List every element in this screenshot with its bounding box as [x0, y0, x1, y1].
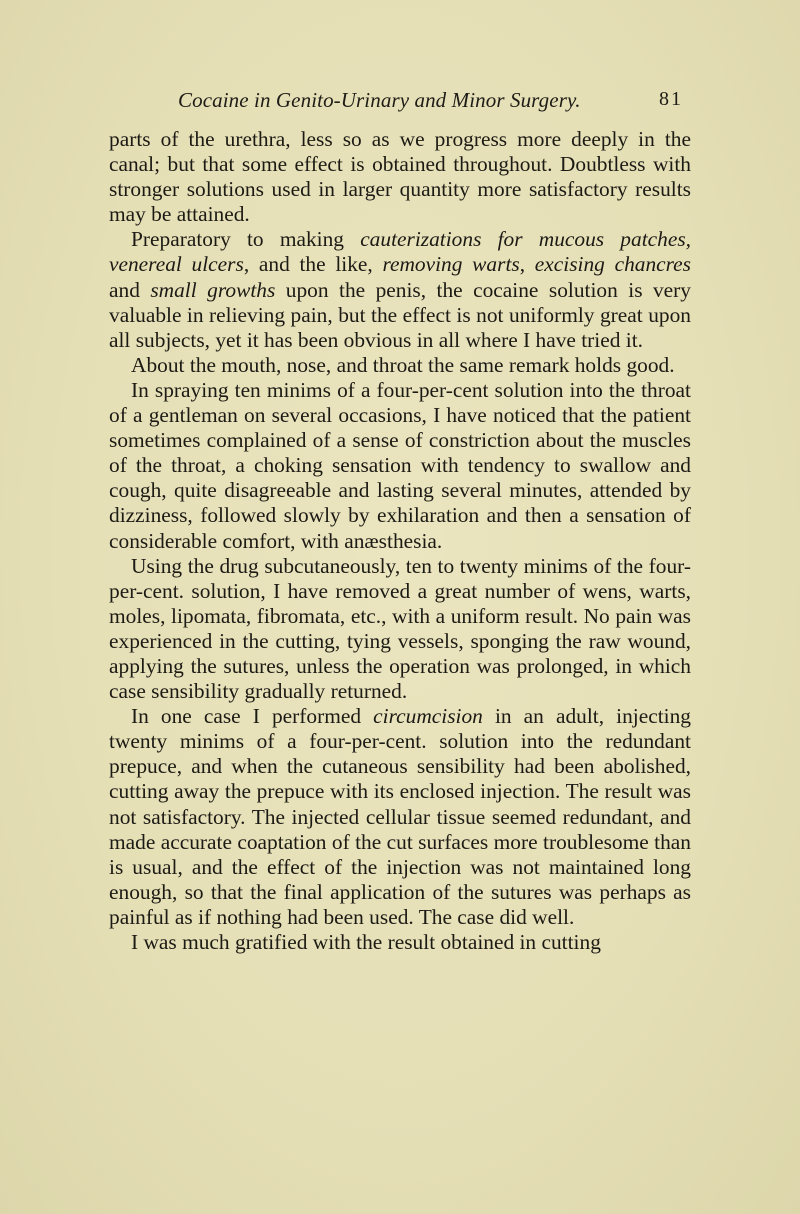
text-segment: , and the like,	[243, 252, 383, 277]
paragraph-subcutaneous	[109, 554, 691, 705]
text-segment: ,	[519, 252, 535, 277]
text-segment: parts of the urethra, less so as we progress more deeply in the canal; but that some effect is obtained throughout. Doubtless with stronger solutions used in larger quantity more satisfactory results may be attained.	[109, 127, 691, 227]
italic-term: small growths	[150, 277, 276, 302]
italic-term: circumcision	[373, 704, 483, 729]
running-title: Cocaine in Genito-Urinary and Minor Surgery.	[178, 88, 581, 112]
paragraph-mouth-nose-throat	[109, 353, 691, 378]
text-segment: In spraying ten minims of a four-per-cent solution into the throat of a gentleman on several occasions, I have noticed that the patient sometimes complained of a sense of constriction about the muscles of the throat, a choking sensation with tendency to swallow and cough, quite disagreeable and lasting several minutes, attended by dizziness, followed slowly by exhilaration and then a sensation of considerable comfort, with anæsthesia.	[109, 377, 691, 553]
paragraph-gratified	[109, 930, 691, 955]
text-segment: upon the penis, the cocaine solution is very valuable in relieving pain, but the effect is not uniformly great upon all subjects, yet it has been obvious in all where I have tried it.	[109, 277, 691, 352]
text-segment: I was much gratified with the result obtained in cutting	[131, 930, 601, 954]
text-segment: In one case I performed	[131, 704, 374, 729]
text-segment: Preparatory to making	[131, 227, 361, 252]
body-text	[109, 127, 691, 955]
text-segment: Using the drug subcutaneously, ten to twenty minims of the four-per-cent. solution, I have removed a great number of wens, warts, moles, lipomata, fibromata, etc., with a uniform result. No pain was experienced in the cutting, tying vessels, sponging the raw wound, applying the sutures, unless the operation was prolonged, in which case sensibility gradually returned.	[109, 553, 691, 704]
text-segment: and	[109, 277, 151, 302]
paragraph-spraying	[109, 378, 691, 554]
text-segment: About the mouth, nose, and throat the same remark holds good.	[131, 352, 675, 377]
paragraph-continued-urethra	[109, 127, 691, 227]
page-number: 81	[659, 88, 683, 110]
running-head	[178, 88, 683, 118]
italic-term: cauterizations for mucous patches, venereal ulcers	[109, 227, 691, 277]
paragraph-circumcision	[109, 704, 691, 930]
italic-term: removing warts	[382, 252, 520, 277]
paragraph-cauterizations	[109, 227, 691, 352]
text-segment: in an adult, injecting twenty minims of a four-per-cent. solution into the redundant prepuce, and when the cutaneous sensibility had been abolished, cutting away the prepuce with its enclosed injection. The result was not satisfactory. The injected cellular tissue seemed redundant, and made accurate coaptation of the cut surfaces more troublesome than is usual, and the effect of the injection was not maintained long enough, so that the final application of the sutures was perhaps as painful as if nothing had been used. The case did well.	[109, 704, 691, 929]
italic-term: excising chancres	[534, 252, 691, 277]
